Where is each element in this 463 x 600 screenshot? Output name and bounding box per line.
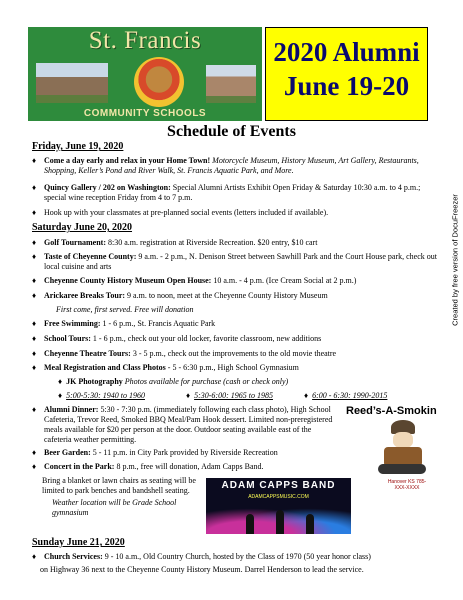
list-item: ♦ Hook up with your classmates at pre-planned social events (letters included if available). xyxy=(32,208,329,217)
band-photo xyxy=(206,478,351,534)
schedule-title: Schedule of Events xyxy=(167,123,296,140)
list-item: ♦ Come a day early and relax in your Home Town! Motorcycle Museum, History Museum, Art Gallery, Restaurants, Shopping, Keller’s Pond and River Walk, St. Francis Aquatic Park, and More. xyxy=(32,156,419,175)
list-item: ♦ Beer Garden: 5 - 11 p.m. in City Park provided by Riverside Recreation xyxy=(32,448,278,457)
alumni-title: 2020 Alumni xyxy=(273,37,420,67)
list-item: ♦ Meal Registration and Class Photos - 5 - 6:30 p.m., High School Gymnasium xyxy=(32,363,299,372)
diamond-bullet-icon: ♦ xyxy=(58,391,63,400)
sunday-continued: on Highway 36 next to the Cheyenne County History Museum. Darrel Henderson to lead the service. xyxy=(40,565,364,574)
diamond-bullet-icon: ♦ xyxy=(32,156,37,165)
diamond-bullet-icon: ♦ xyxy=(32,363,37,372)
community-schools-label: COMMUNITY SCHOOLS xyxy=(83,108,207,119)
diamond-bullet-icon: ♦ xyxy=(32,252,37,261)
reeds-smokin-ad: Reed’s-A-Smokin xyxy=(346,405,437,417)
first-come-note: First come, first served. Free will donation xyxy=(56,305,194,314)
friday-heading: Friday, June 19, 2020 xyxy=(32,141,124,152)
list-item: ♦ Golf Tournament: 8:30 a.m. registration at Riverside Recreation. $20 entry, $10 cart xyxy=(32,238,318,247)
seating-note: Bring a blanket or lawn chairs as seating will be limited to park benches and bandshell seating. Weather location will be Grade School gymnasium xyxy=(42,476,196,517)
band-url: ADAMCAPPSMUSIC.COM xyxy=(248,494,309,500)
photo-slots: ♦ 5:00-5:30: 1940 to 1960 ♦ 5:30-6:00: 1965 to 1985 ♦ 6:00 - 6:30: 1990-2015 xyxy=(58,391,388,400)
list-item: ♦ Cheyenne County History Museum Open House: 10 a.m. - 4 p.m. (Ice Cream Social at 2 p.m.) xyxy=(32,276,357,285)
school-title: St. Francis xyxy=(88,27,202,54)
list-item: ♦ Alumni Dinner: 5:30 - 7:30 p.m. (immediately following each class photo), High School Cafeteria, Trevor Reed, Smoked BBQ Meal/Pam Hook dessert. Limited non-preregistered meals available for $20 per person at the door. Outdoor seating available east of the cafeteria weather permitting. xyxy=(32,405,333,444)
diamond-bullet-icon: ♦ xyxy=(32,349,37,358)
diamond-bullet-icon: ♦ xyxy=(58,377,63,386)
school-banner xyxy=(28,27,262,121)
school-photo-left xyxy=(36,63,108,103)
diamond-bullet-icon: ♦ xyxy=(304,391,309,400)
diamond-bullet-icon: ♦ xyxy=(32,462,37,471)
list-item: ♦ Cheyenne Theatre Tours: 3 - 5 p.m., check out the improvements to the old movie theatre xyxy=(32,349,337,358)
list-item: ♦ Arickaree Breaks Tour: 9 a.m. to noon, meet at the Cheyenne County History Museum xyxy=(32,291,328,300)
reeds-contact: Hanover KS 785-XXX-XXXX xyxy=(387,479,427,491)
list-item: ♦ Church Services: 9 - 10 a.m., Old Country Church, hosted by the Class of 1970 (50 year honor class) xyxy=(32,552,371,561)
list-item: ♦ School Tours: 1 - 6 p.m., check out your old locker, favorite classroom, new additions xyxy=(32,334,322,343)
school-photo-right xyxy=(206,65,256,103)
sunday-heading: Sunday June 21, 2020 xyxy=(32,537,125,548)
list-item: ♦ Free Swimming: 1 - 6 p.m., St. Francis Aquatic Park xyxy=(32,319,216,328)
diamond-bullet-icon: ♦ xyxy=(32,238,37,247)
saturday-heading: Saturday June 20, 2020 xyxy=(32,222,133,233)
diamond-bullet-icon: ♦ xyxy=(32,276,37,285)
mascot-logo xyxy=(134,57,184,107)
diamond-bullet-icon: ♦ xyxy=(32,183,37,192)
list-item: ♦ Concert in the Park: 8 p.m., free will donation, Adam Capps Band. xyxy=(32,462,264,471)
event-dates: June 19-20 xyxy=(283,71,410,101)
list-item: ♦ Quincy Gallery / 202 on Washington: Special Alumni Artists Exhibit Open Friday & Saturday 10:30 a.m. to 4 p.m.; special wine reception Friday from 4 to 7 p.m. xyxy=(32,183,421,202)
alumni-dates-box xyxy=(265,27,428,121)
jk-photography-line: ♦ JK Photography Photos available for purchase (cash or check only) xyxy=(58,377,289,386)
band-name: ADAM CAPPS BAND xyxy=(221,480,336,491)
watermark: Created by free version of DocuFreezer xyxy=(450,194,460,326)
diamond-bullet-icon: ♦ xyxy=(32,291,37,300)
diamond-bullet-icon: ♦ xyxy=(32,319,37,328)
diamond-bullet-icon: ♦ xyxy=(32,405,37,414)
chef-illustration xyxy=(376,420,428,475)
list-item: ♦ Taste of Cheyenne County: 9 a.m. - 2 p.m., N. Denison Street between Sawhill Park and the Court House park, check out local cuisine and arts xyxy=(32,252,437,271)
diamond-bullet-icon: ♦ xyxy=(186,391,191,400)
diamond-bullet-icon: ♦ xyxy=(32,552,37,561)
diamond-bullet-icon: ♦ xyxy=(32,334,37,343)
diamond-bullet-icon: ♦ xyxy=(32,448,37,457)
diamond-bullet-icon: ♦ xyxy=(32,208,37,217)
